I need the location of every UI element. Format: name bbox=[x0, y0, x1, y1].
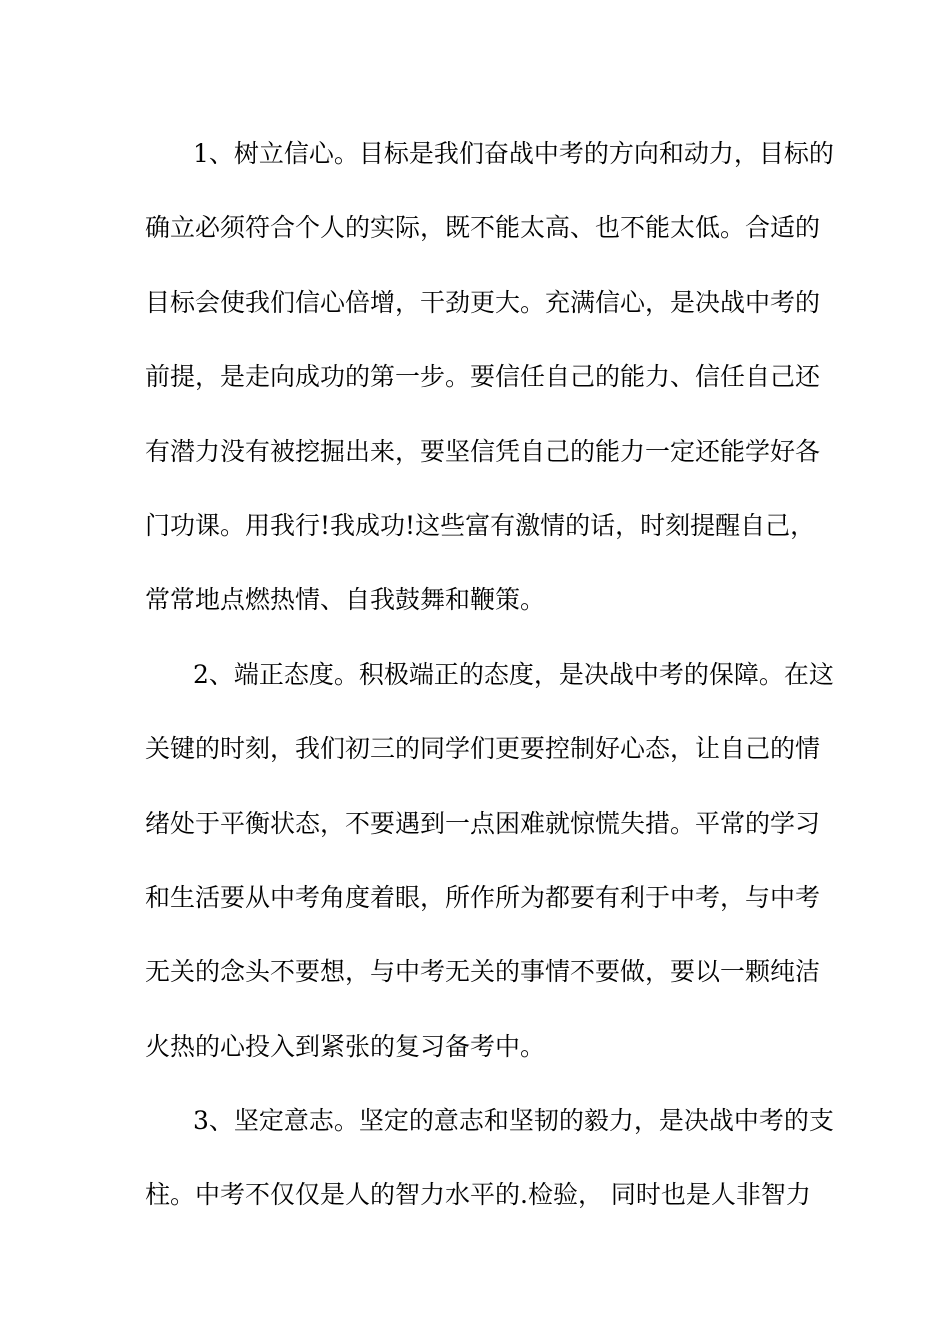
paragraph-line: 目标会使我们信心倍增，干劲更大。充满信心，是决战中考的 bbox=[145, 287, 821, 317]
document-body bbox=[145, 126, 834, 1242]
paragraph-line: 和生活要从中考角度着眼，所作所为都要有利于中考，与中考 bbox=[145, 882, 821, 912]
paragraph-line: 前提，是走向成功的第一步。要信任自己的能力、信任自己还 bbox=[145, 362, 821, 392]
paragraph-3 bbox=[145, 1093, 834, 1242]
paragraph-2 bbox=[145, 647, 834, 1093]
paragraph-line: 门功课。用我行!我成功!这些富有激情的话，时刻提醒自己， bbox=[145, 510, 816, 540]
paragraph-line: 常常地点燃热情、自我鼓舞和鞭策。 bbox=[145, 585, 546, 615]
paragraph-line: 2、端正态度。积极端正的态度，是决战中考的保障。在这 bbox=[193, 659, 834, 689]
paragraph-line: 3、坚定意志。坚定的意志和坚韧的毅力，是决战中考的支 bbox=[193, 1106, 834, 1136]
paragraph-line: 柱。中考不仅仅是人的智力水平的.检验， 同时也是人非智力 bbox=[145, 1180, 811, 1210]
paragraph-line: 1、树立信心。目标是我们奋战中考的方向和动力，目标的 bbox=[193, 139, 834, 168]
paragraph-line: 确立必须符合个人的实际，既不能太高、也不能太低。合适的 bbox=[145, 213, 821, 243]
paragraph-line: 关键的时刻，我们初三的同学们更要控制好心态，让自己的情 bbox=[145, 734, 821, 764]
paragraph-line: 无关的念头不要想，与中考无关的事情不要做，要以一颗纯洁 bbox=[145, 957, 821, 987]
paragraph-line: 绪处于平衡状态，不要遇到一点困难就惊慌失措。平常的学习 bbox=[145, 808, 821, 838]
paragraph-line: 火热的心投入到紧张的复习备考中。 bbox=[145, 1031, 546, 1061]
paragraph-line: 有潜力没有被挖掘出来，要坚信凭自己的能力一定还能学好各 bbox=[145, 436, 821, 466]
paragraph-1 bbox=[145, 126, 834, 647]
